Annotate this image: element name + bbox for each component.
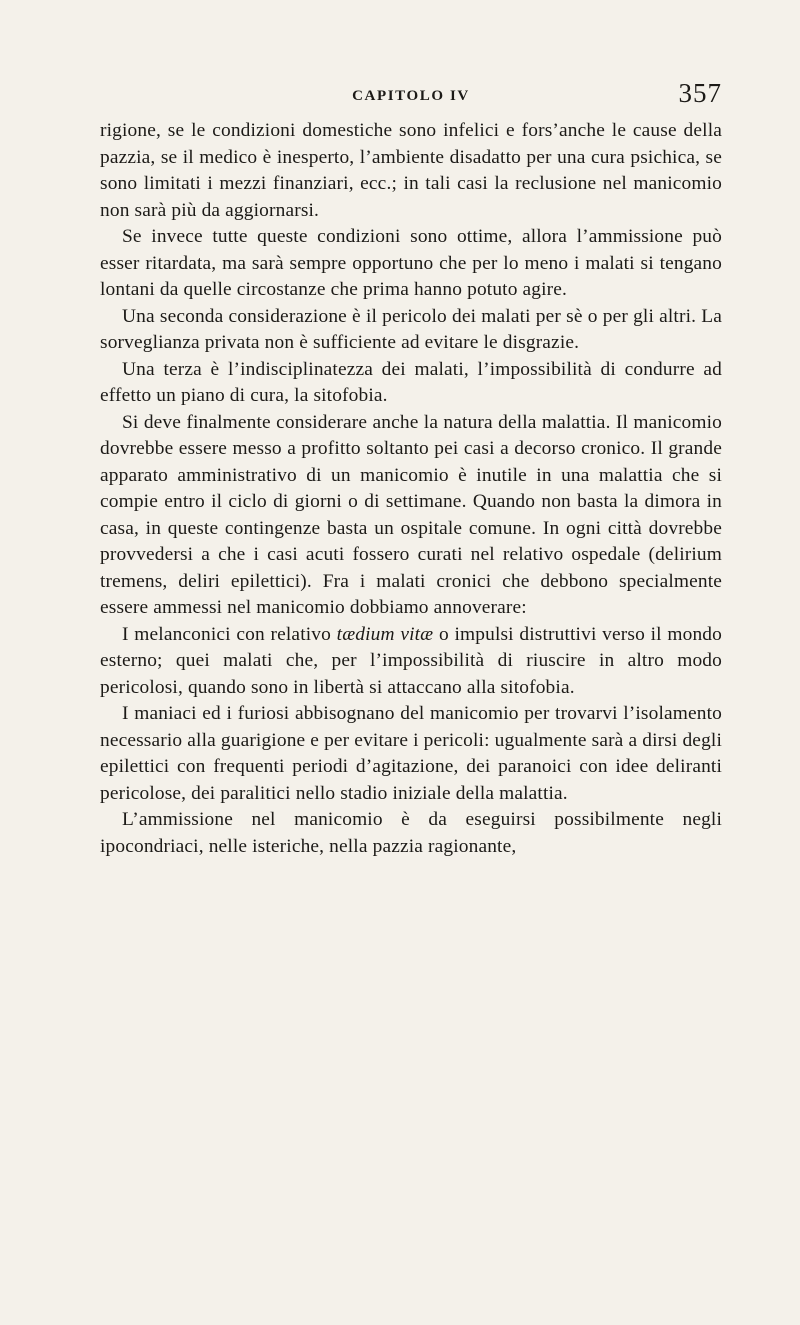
- italic-latin-term: tædium vitæ: [336, 623, 434, 645]
- paragraph-continued: rigione, se le condizioni domestiche sono infelici e fors’anche le cause della pazzia, se il medico è inesperto, l’ambiente disadatto per una cura psichica, se sono limitati i mezzi finanziari, ecc.; in tali casi la reclusione nel manicomio non sarà più da aggiornarsi.: [100, 120, 722, 221]
- text-span: I melanconici con relativo: [122, 623, 337, 645]
- paragraph: Si deve finalmente considerare anche la natura della malattia. Il manicomio dovrebbe essere messo a profitto soltanto pei casi a decorso cronico. Il grande apparato amministrativo di un manicomio è inutile in una malattia che si compie entro il ciclo di giorni o di settimane. Quando non basta la dimora in casa, in queste contingenze basta un ospitale comune. In ogni città dovrebbe provvedersi a che i casi acuti fossero curati nel relativo ospedale (delirium tremens, deliri epilettici). Fra i malati cronici che debbono specialmente essere ammessi nel manicomio dobbiamo annoverare:: [100, 411, 722, 618]
- page-number: 357: [678, 78, 722, 108]
- paragraph: Una seconda considerazione è il pericolo dei malati per sè o per gli altri. La sorveglianza privata non è sufficiente ad evitare le disgrazie.: [100, 305, 722, 353]
- text-span: o impulsi distruttivi verso il mondo esterno; quei malati che, per l’impossibilità di riuscire in altro modo pericolosi, quando sono in libertà si attaccano alla sitofobia.: [100, 623, 722, 698]
- paragraph: L’ammissione nel manicomio è da eseguirsi possibilmente negli ipocondriaci, nelle isteriche, nella pazzia ragionante,: [100, 809, 722, 857]
- paragraph: Se invece tutte queste condizioni sono ottime, allora l’ammissione può esser ritardata, ma sarà sempre opportuno che per lo meno i malati si tengano lontani da quelle circostanze che prima hanno potuto agire.: [100, 226, 722, 300]
- running-header: [100, 80, 722, 118]
- body-text: [100, 118, 722, 860]
- paragraph: Una terza è l’indisciplinatezza dei malati, l’impossibilità di condurre ad effetto un piano di cura, la sitofobia.: [100, 358, 722, 406]
- book-page: [100, 80, 722, 860]
- chapter-heading: CAPITOLO IV: [352, 88, 470, 104]
- paragraph: I maniaci ed i furiosi abbisognano del manicomio per trovarvi l’isolamento necessario alla guarigione e per evitare i pericoli: ugualmente sarà a dirsi degli epilettici con frequenti periodi d’agitazione, dei paranoici con idee deliranti pericolose, dei paralitici nello stadio iniziale della malattia.: [100, 703, 722, 804]
- paragraph-melancholics: [100, 622, 722, 702]
